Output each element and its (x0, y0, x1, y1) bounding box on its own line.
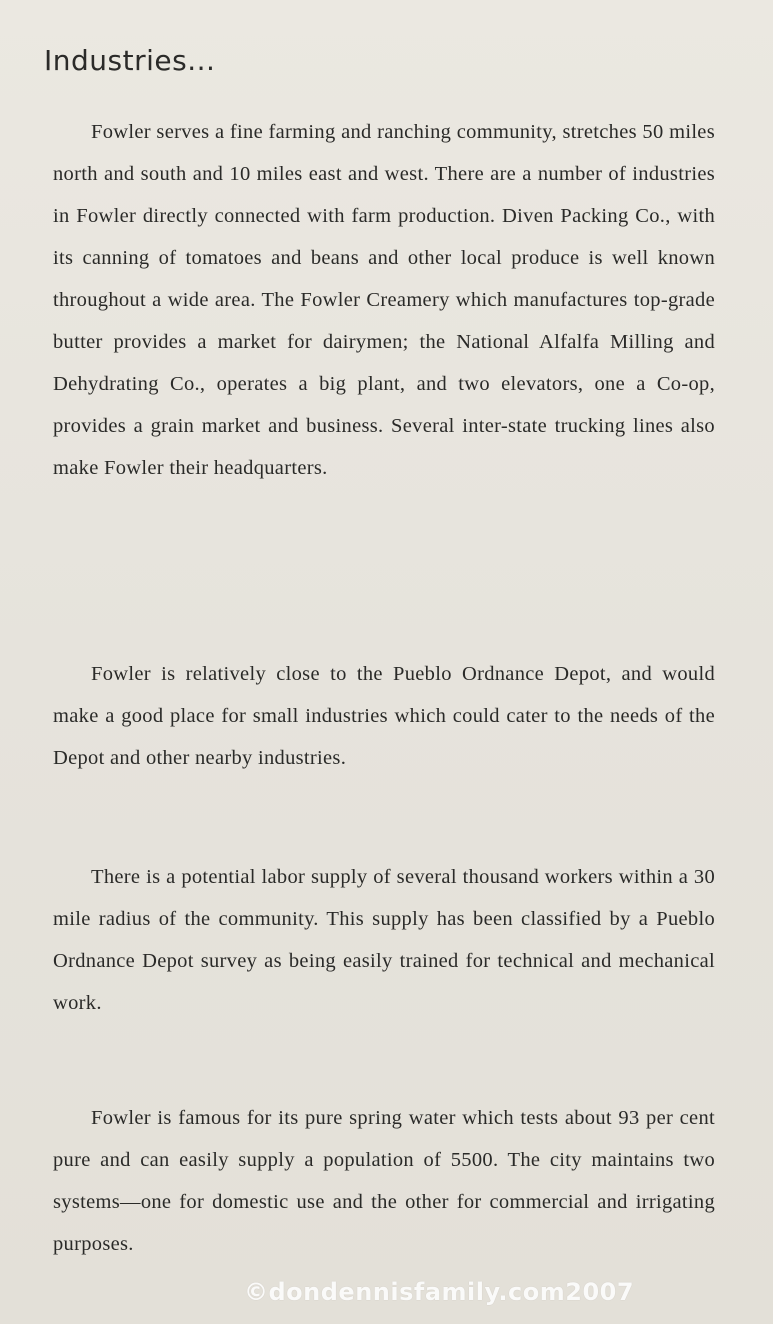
paragraph-spring-water: Fowler is famous for its pure spring water which tests about 93 per cent pure and can easily supply a population of 5500. The city maintains two systems—one for domestic use and the other for commercial and irrigating purposes. (53, 1107, 715, 1255)
paragraph-ordnance-depot: Fowler is relatively close to the Pueblo Ordnance Depot, and would make a good place for small industries which could cater to the needs of the Depot and other nearby industries. (53, 663, 715, 769)
section-heading: Industries... (44, 44, 216, 77)
paragraph-industries: Fowler serves a fine farming and ranching community, stretches 50 miles north and south and 10 miles east and west. There are a number of industries in Fowler directly connected with farm production. Diven Packing Co., with its canning of tomatoes and beans and other local produce is well known throughout a wide area. The Fowler Creamery which manufactures top-grade butter provides a market for dairymen; the National Alfalfa Milling and Dehydrating Co., operates a big plant, and two elevators, one a Co-op, provides a grain market and business. Several inter-state trucking lines also make Fowler their headquarters. (53, 121, 715, 479)
paragraph-labor-supply: There is a potential labor supply of several thousand workers within a 30 mile radius of the community. This supply has been classified by a Pueblo Ordnance Depot survey as being easily trained for technical and mechanical work. (53, 866, 715, 1014)
copyright-watermark: ©dondennisfamily.com2007 (244, 1278, 635, 1306)
